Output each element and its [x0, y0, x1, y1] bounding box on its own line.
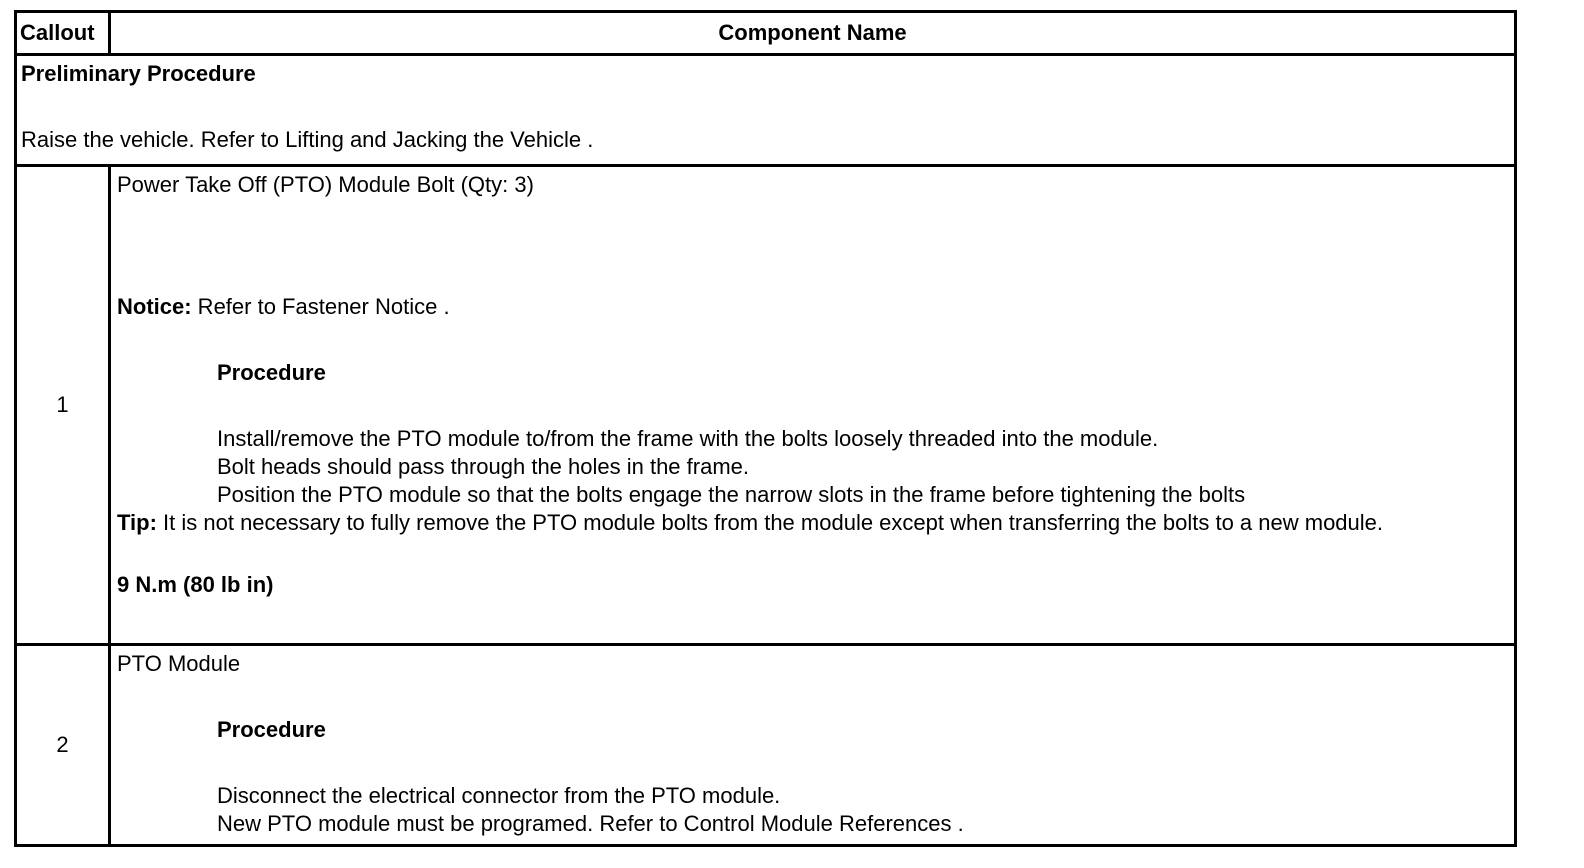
procedure-table [14, 10, 1517, 847]
component-cell [110, 645, 1516, 846]
component-name-column-header: Component Name [110, 12, 1516, 55]
component-cell [110, 166, 1516, 645]
notice-text: Refer to Fastener Notice . [191, 294, 450, 319]
procedure-step: Bolt heads should pass through the holes in the frame. [217, 454, 750, 479]
callout-number: 1 [16, 166, 110, 645]
table-row [16, 645, 1516, 846]
procedure-title: Procedure [217, 360, 326, 385]
tip-label: Tip: [117, 510, 157, 535]
procedure-step: Position the PTO module so that the bolts engage the narrow slots in the frame before tightening the bolts [217, 482, 1246, 507]
header-row [16, 12, 1516, 55]
preliminary-procedure-text: Raise the vehicle. Refer to Lifting and Jacking the Vehicle . [21, 127, 594, 152]
notice [117, 293, 1510, 321]
callout-column-header: Callout [16, 12, 110, 55]
procedure-step: New PTO module must be programed. Refer to Control Module References . [217, 811, 964, 836]
notice-label: Notice: [117, 294, 192, 319]
component-name: PTO Module [117, 651, 241, 676]
procedure-step: Disconnect the electrical connector from the PTO module. [217, 783, 781, 808]
preliminary-procedure-title: Preliminary Procedure [21, 61, 256, 86]
component-name: Power Take Off (PTO) Module Bolt (Qty: 3) [117, 172, 534, 197]
torque-spec: 9 N.m (80 lb in) [117, 572, 274, 597]
table-row [16, 166, 1516, 645]
preliminary-row [16, 55, 1516, 166]
procedure-step: Install/remove the PTO module to/from the frame with the bolts loosely threaded into the module. [217, 426, 1159, 451]
tip [117, 509, 1510, 537]
callout-number: 2 [16, 645, 110, 846]
tip-text: It is not necessary to fully remove the PTO module bolts from the module except when transferring the bolts to a new module. [156, 510, 1384, 535]
preliminary-cell [16, 55, 1516, 166]
procedure-title: Procedure [217, 717, 326, 742]
